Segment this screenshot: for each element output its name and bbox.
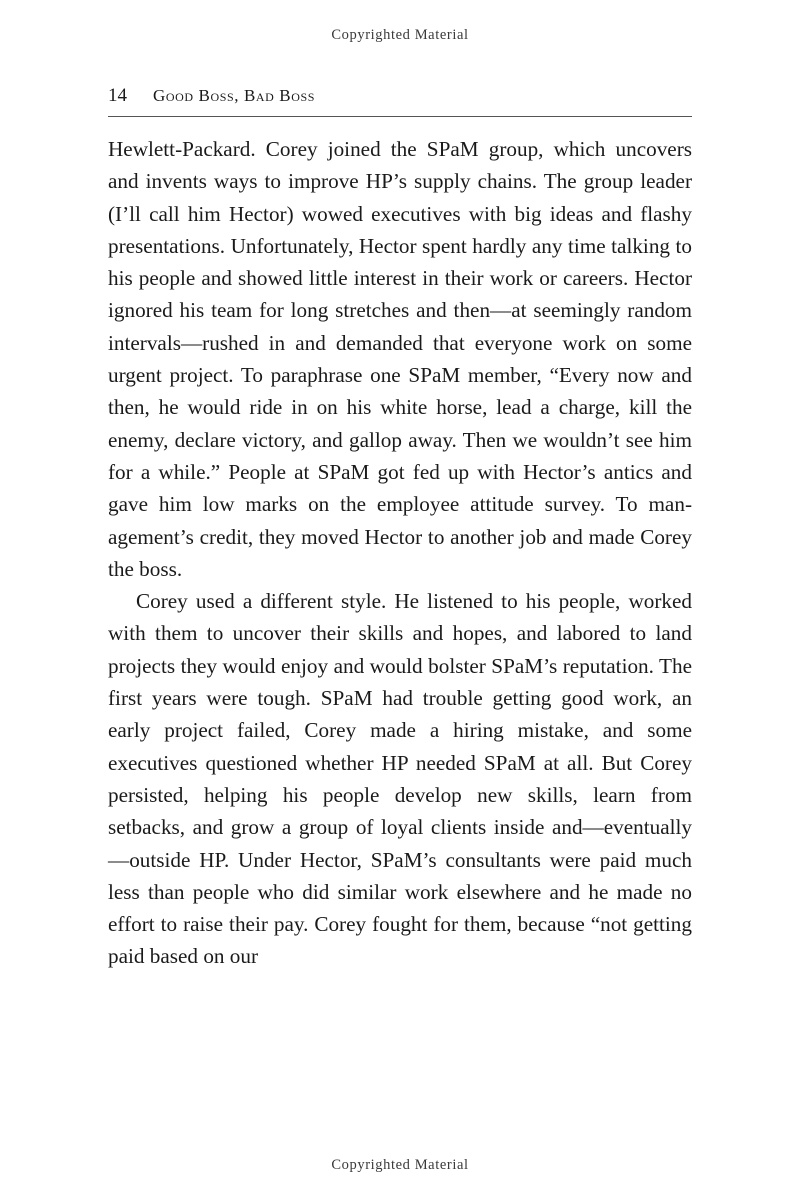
body-text <box>108 133 692 973</box>
paragraph: Hewlett-Packard. Corey joined the SPaM group, which uncovers and invents ways to improve HP’s supply chains. The group leader (I’ll call him Hector) wowed executives with big ideas and flashy presentations. Unfortunately, Hector spent hardly any time talking to his people and showed little interest in their work or careers. Hector ignored his team for long stretches and then—at seemingly random intervals—rushed in and demanded that everyone work on some urgent project. To paraphrase one SPaM member, “Every now and then, he would ride in on his white horse, lead a charge, kill the enemy, declare victory, and gallop away. Then we wouldn’t see him for a while.” People at SPaM got fed up with Hector’s antics and gave him low marks on the employee attitude survey. To management’s credit, they moved Hector to another job and made Corey the boss. <box>108 137 692 581</box>
copyright-watermark-bottom: Copyrighted Material <box>331 1157 469 1173</box>
page-header <box>108 85 692 117</box>
copyright-watermark-top: Copyrighted Material <box>331 27 469 43</box>
page-number: 14 <box>108 85 127 106</box>
page-header-inner <box>108 85 692 107</box>
paragraph: Corey used a different style. He listened to his people, worked with them to uncover their skills and hopes, and labored to land projects they would enjoy and would bolster SPaM’s reputation. The first years were tough. SPaM had trouble getting good work, an early project failed, Corey made a hiring mistake, and some executives questioned whether HP needed SPaM at all. But Corey persisted, helping his people develop new skills, learn from setbacks, and grow a group of loyal clients inside and—eventually—outside HP. Under Hector, SPaM’s consultants were paid much less than people who did similar work elsewhere and he made no effort to raise their pay. Corey fought for them, because “not getting paid based on our <box>108 589 692 969</box>
running-head-title: Good Boss, Bad Boss <box>153 86 316 105</box>
